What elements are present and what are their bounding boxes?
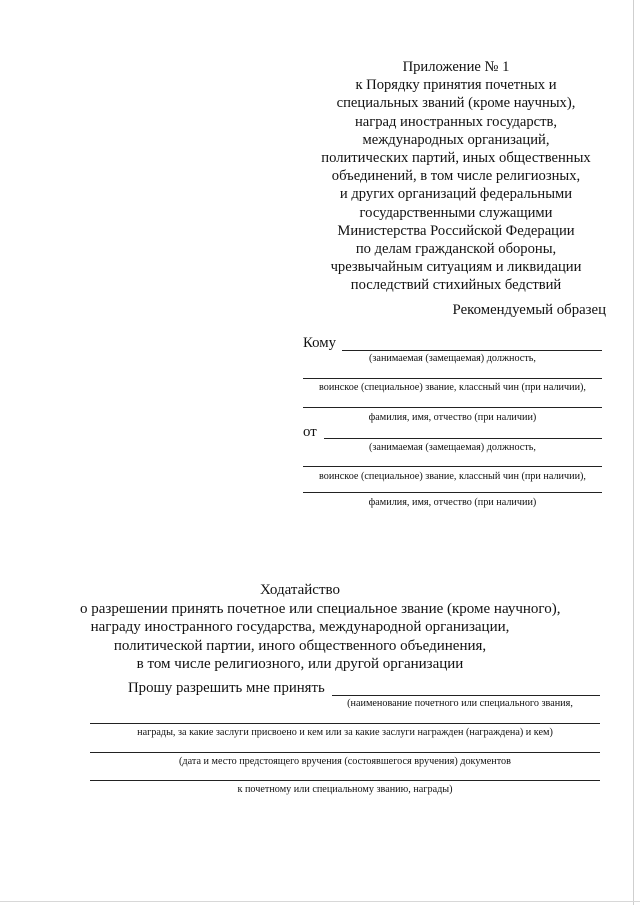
appendix-line: Приложение № 1 (402, 59, 510, 75)
to-rank-field[interactable] (303, 378, 602, 379)
from-label: от (303, 424, 317, 440)
appendix-line: государственными служащими (359, 204, 553, 221)
from-position-caption: (занимаемая (замещаемая) должность, (369, 442, 536, 453)
recommended-sample-label: Рекомендуемый образец (452, 302, 606, 318)
date-place-caption: (дата и место предстоящего вручения (состоявшегося вручения) документов (179, 756, 511, 767)
appendix-line: специальных званий (кроме научных), (336, 95, 576, 112)
page-edge-right (633, 0, 634, 905)
date-place-field[interactable] (90, 752, 600, 753)
documents-caption: к почетному или специальному званию, награды) (237, 784, 453, 795)
award-name-caption: (наименование почетного или специального звания, (347, 698, 573, 709)
petition-title-line: Ходатайство (260, 582, 340, 598)
to-name-caption: фамилия, имя, отчество (при наличии) (368, 412, 537, 423)
from-rank-caption: воинское (специальное) звание, классный чин (при наличии), (319, 471, 586, 482)
merit-caption: награды, за какие заслуги присвоено и кем или за какие заслуги награжден (награждена) и кем) (137, 727, 553, 738)
appendix-line: наград иностранных государств, (354, 113, 558, 130)
to-name-field[interactable] (303, 407, 602, 408)
request-text: Прошу разрешить мне принять (128, 680, 325, 696)
petition-title (80, 581, 561, 674)
appendix-line: Министерства Российской Федерации (337, 222, 575, 239)
merit-field[interactable] (90, 723, 600, 724)
from-name-field[interactable] (303, 492, 602, 493)
appendix-line: и других организаций федеральными (339, 186, 573, 203)
appendix-line: по делам гражданской обороны, (355, 241, 557, 258)
appendix-line: политических партий, иных общественных (321, 150, 591, 167)
appendix-line: последствий стихийных бедствий (350, 277, 562, 294)
to-position-field[interactable] (342, 350, 602, 351)
petition-title-line: о разрешении принять почетное или специальное звание (кроме научного), (80, 600, 561, 617)
to-label: Кому (303, 335, 337, 351)
from-name-caption: фамилия, имя, отчество (при наличии) (368, 497, 537, 508)
appendix-line: объединений, в том числе религиозных, (331, 168, 581, 185)
petition-title-line: награду иностранного государства, международной организации, (90, 619, 510, 636)
petition-title-line: политической партии, иного общественного объединения, (113, 637, 487, 654)
page-edge-bottom (0, 901, 640, 902)
appendix-line: чрезвычайным ситуациям и ликвидации (330, 259, 582, 276)
to-rank-caption: воинское (специальное) звание, классный чин (при наличии), (319, 382, 586, 393)
from-position-field[interactable] (324, 438, 602, 439)
award-name-field[interactable] (332, 695, 600, 696)
to-position-caption: (занимаемая (замещаемая) должность, (369, 353, 536, 364)
appendix-line: к Порядку принятия почетных и (355, 77, 557, 94)
petition-title-line: в том числе религиозного, или другой организации (136, 656, 464, 673)
documents-field[interactable] (90, 780, 600, 781)
appendix-line: международных организаций, (362, 131, 550, 148)
from-rank-field[interactable] (303, 466, 602, 467)
appendix-header (300, 58, 612, 295)
